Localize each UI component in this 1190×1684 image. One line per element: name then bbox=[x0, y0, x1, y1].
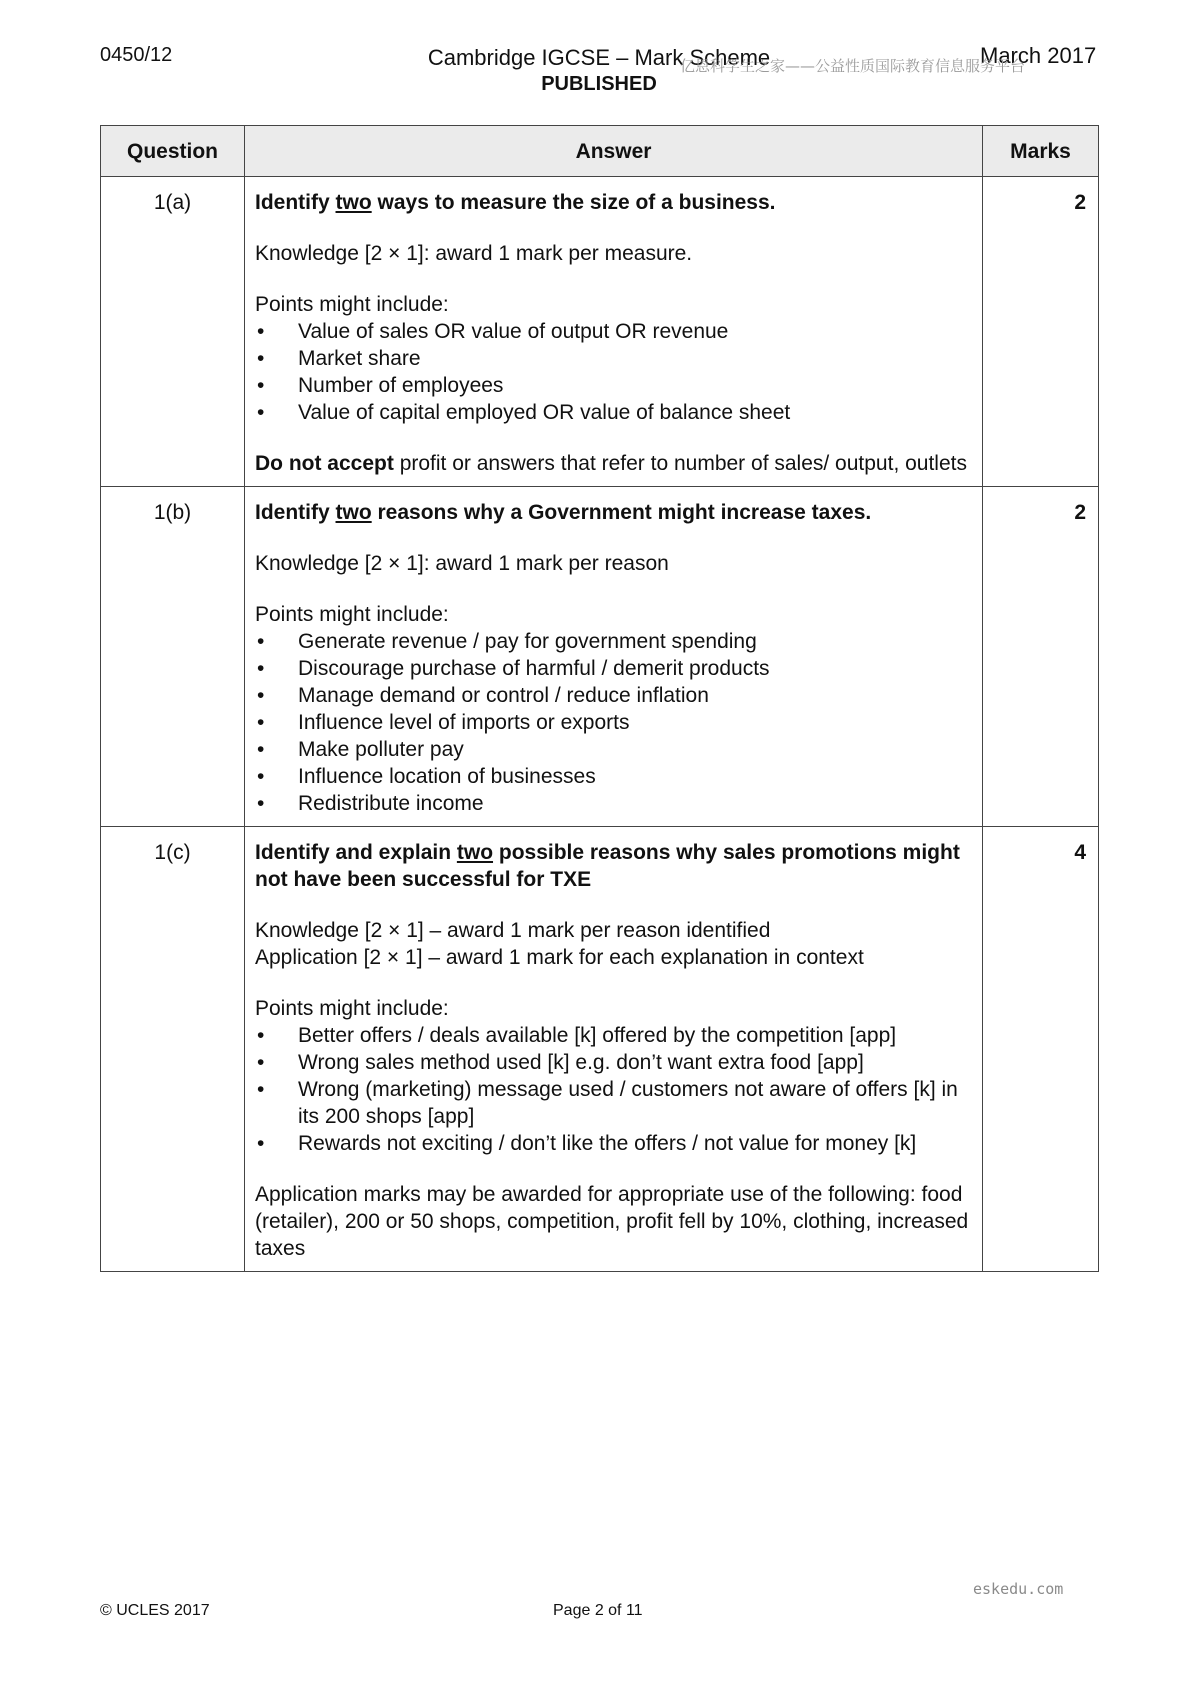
answer-cell bbox=[245, 827, 983, 1272]
table-row bbox=[101, 177, 1099, 487]
exam-code: 0450/12 bbox=[100, 44, 173, 66]
marks-value: 2 bbox=[983, 487, 1099, 827]
list-item: • Value of capital employed OR value of balance sheet bbox=[255, 399, 972, 426]
list-item: • Number of employees bbox=[255, 372, 972, 399]
list-item: • Generate revenue / pay for government spending bbox=[255, 628, 972, 655]
marks-value: 2 bbox=[983, 177, 1099, 487]
question-title: Identify and explain two possible reasons why sales promotions might not have been successful for TXE bbox=[255, 841, 960, 891]
knowledge-text: Knowledge [2 × 1]: award 1 mark per measure. bbox=[255, 242, 693, 265]
points-intro: Points might include: bbox=[255, 603, 449, 626]
application-note: Application marks may be awarded for appropriate use of the following: food (retailer), 200 or 50 shops, competition, profit fell by 10%, clothing, increased taxes bbox=[255, 1183, 969, 1260]
list-item: • Better offers / deals available [k] offered by the competition [app] bbox=[255, 1022, 972, 1049]
question-number: 1(b) bbox=[101, 487, 245, 827]
column-header-question: Question bbox=[101, 126, 245, 177]
list-item: • Wrong sales method used [k] e.g. don’t want extra food [app] bbox=[255, 1049, 972, 1076]
question-number: 1(c) bbox=[101, 827, 245, 1272]
document-title: Cambridge IGCSE – Mark Scheme bbox=[427, 45, 771, 70]
page-number: Page 2 of 11 bbox=[553, 1602, 643, 1619]
answer-cell bbox=[245, 487, 983, 827]
question-title: Identify two reasons why a Government might increase taxes. bbox=[255, 501, 872, 524]
list-item: • Market share bbox=[255, 345, 972, 372]
watermark-text: 亿恩科学生之家——公益性质国际教育信息服务平台 bbox=[680, 57, 1026, 75]
mark-scheme-table bbox=[100, 125, 1099, 1272]
list-item: • Value of sales OR value of output OR revenue bbox=[255, 318, 972, 345]
table-row bbox=[101, 827, 1099, 1272]
points-intro: Points might include: bbox=[255, 293, 449, 316]
table-header-row bbox=[101, 126, 1099, 177]
list-item: • Manage demand or control / reduce inflation bbox=[255, 682, 972, 709]
marks-value: 4 bbox=[983, 827, 1099, 1272]
published-label: PUBLISHED bbox=[541, 73, 657, 95]
application-text: Application [2 × 1] – award 1 mark for each explanation in context bbox=[255, 946, 864, 969]
site-watermark: eskedu.com bbox=[973, 1580, 1064, 1598]
answer-cell bbox=[245, 177, 983, 487]
points-list bbox=[255, 318, 972, 426]
question-title: Identify two ways to measure the size of a business. bbox=[255, 191, 776, 214]
list-item: • Make polluter pay bbox=[255, 736, 972, 763]
list-item: • Influence location of businesses bbox=[255, 763, 972, 790]
points-intro: Points might include: bbox=[255, 997, 449, 1020]
copyright: © UCLES 2017 bbox=[100, 1602, 210, 1619]
list-item: • Redistribute income bbox=[255, 790, 972, 817]
exam-date: March 2017 bbox=[980, 43, 1097, 68]
points-list bbox=[255, 628, 972, 817]
list-item: • Influence level of imports or exports bbox=[255, 709, 972, 736]
list-item: • Rewards not exciting / don’t like the offers / not value for money [k] bbox=[255, 1130, 972, 1157]
list-item: • Wrong (marketing) message used / customers not aware of offers [k] in its 200 shops [app] bbox=[255, 1076, 972, 1130]
table-row bbox=[101, 487, 1099, 827]
question-number: 1(a) bbox=[101, 177, 245, 487]
knowledge-text: Knowledge [2 × 1] – award 1 mark per reason identified bbox=[255, 919, 771, 942]
list-item: • Discourage purchase of harmful / demerit products bbox=[255, 655, 972, 682]
do-not-accept-note: Do not accept profit or answers that refer to number of sales/ output, outlets bbox=[255, 452, 967, 475]
points-list bbox=[255, 1022, 972, 1157]
column-header-marks: Marks bbox=[983, 126, 1099, 177]
knowledge-text: Knowledge [2 × 1]: award 1 mark per reason bbox=[255, 552, 669, 575]
column-header-answer: Answer bbox=[245, 126, 983, 177]
